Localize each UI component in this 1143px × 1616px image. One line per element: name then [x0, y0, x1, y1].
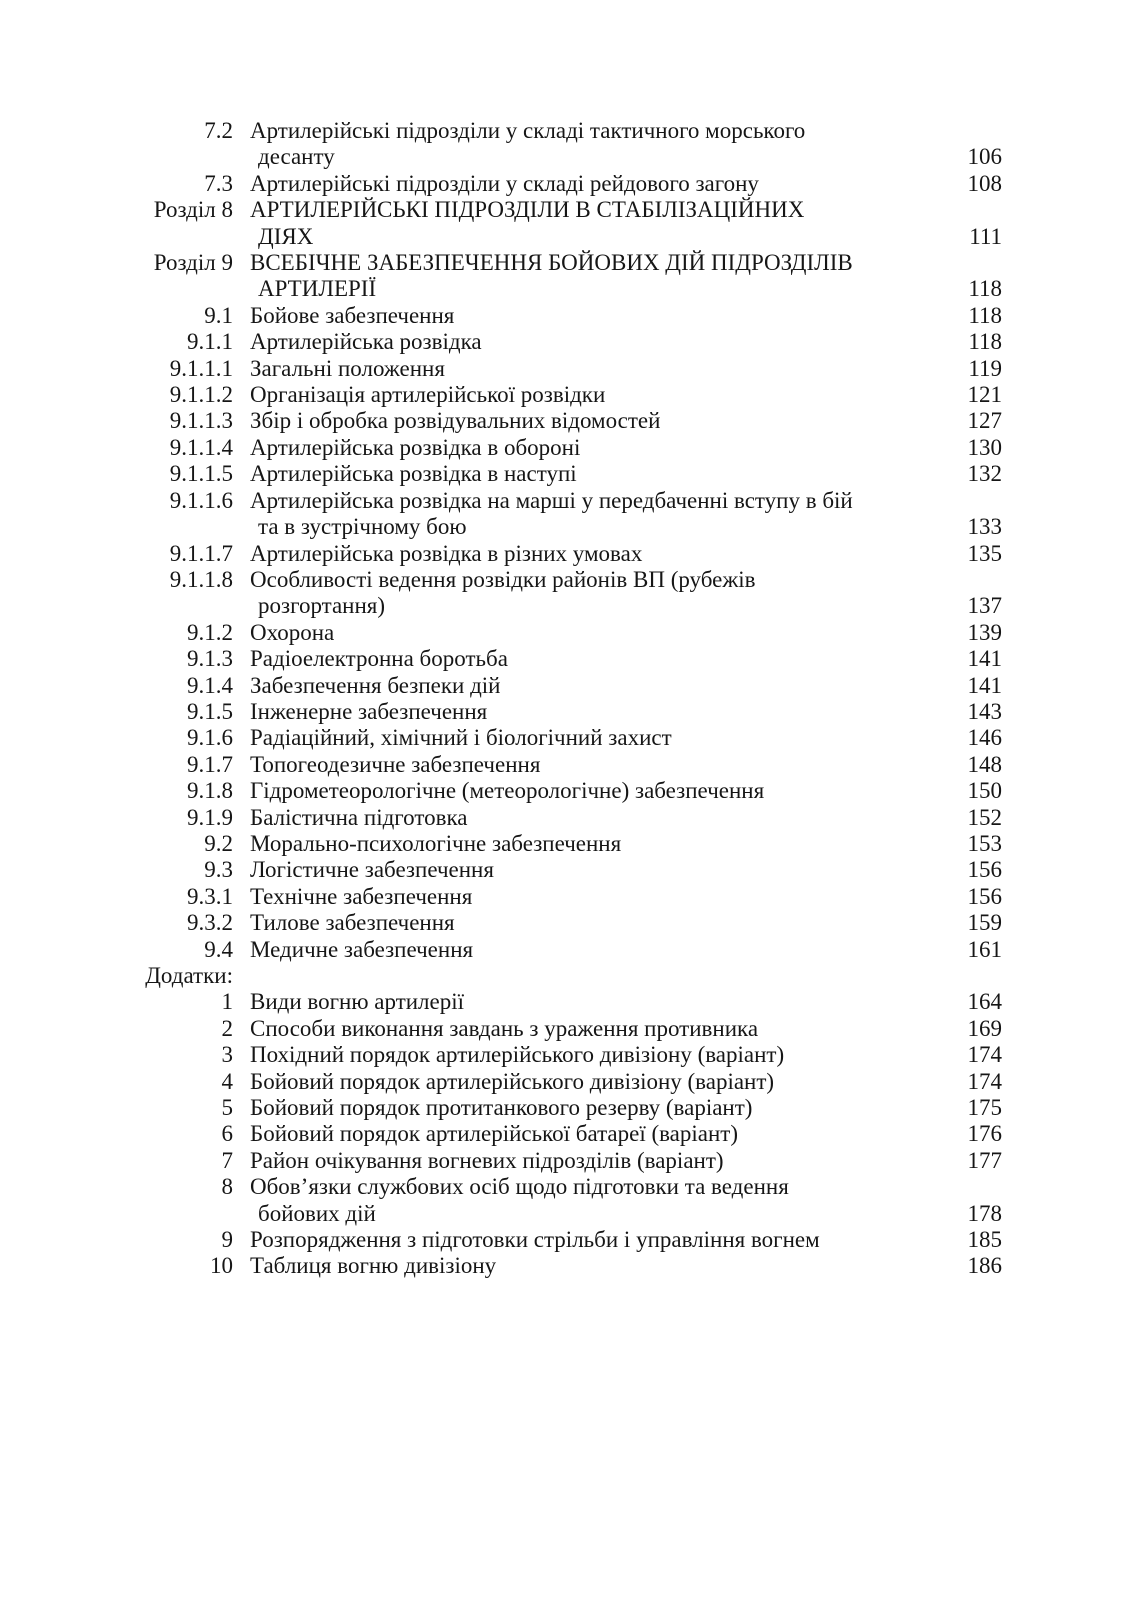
- entry-title-line: Топогеодезичне забезпечення: [250, 751, 541, 777]
- entry-label: 9.1.1.3: [169, 408, 233, 434]
- entry-label: 9.2: [204, 830, 233, 856]
- entry-title: [233, 1121, 948, 1147]
- entry-page-number: 169: [967, 1015, 1002, 1041]
- entry-title-line: Балістична підготовка: [250, 804, 468, 830]
- toc-entry: [120, 171, 1002, 197]
- entry-title-line: Похідний порядок артилерійського дивізіону (варіант): [250, 1042, 785, 1068]
- entry-label: 9.1.2: [187, 619, 233, 645]
- entry-label: 8: [221, 1174, 233, 1200]
- entry-label: 9: [221, 1227, 233, 1253]
- entry-title-line: Інженерне забезпечення: [250, 698, 488, 724]
- entry-page-number: 146: [967, 725, 1002, 751]
- toc-entry: [120, 118, 1002, 171]
- entry-title: [233, 1253, 948, 1279]
- entry-title: [233, 857, 948, 883]
- entry-title: [233, 197, 948, 250]
- toc-entry: [120, 620, 1002, 646]
- entry-title: [233, 778, 948, 804]
- entry-title: [233, 725, 948, 751]
- entry-title-line: ВСЕБІЧНЕ ЗАБЕЗПЕЧЕННЯ БОЙОВИХ ДІЙ ПІДРОЗДІЛІВ: [250, 250, 853, 276]
- entry-title-line: Медичне забезпечення: [250, 936, 474, 962]
- entry-label: 5: [221, 1095, 233, 1121]
- entry-title-line: Особливості ведення розвідки районів ВП (рубежів: [250, 566, 756, 592]
- entry-page-number: 148: [967, 751, 1002, 777]
- entry-title-line: Тилове забезпечення: [250, 910, 455, 936]
- toc-entry: [120, 1253, 1002, 1279]
- entry-title-line: Бойовий порядок протитанкового резерву (варіант): [250, 1095, 753, 1121]
- entry-label: 9.1.5: [187, 698, 233, 724]
- entry-title-line: Радіоелектронна боротьба: [250, 646, 508, 672]
- entry-page-number: 152: [967, 804, 1002, 830]
- toc-entry: [120, 541, 1002, 567]
- toc-entry: [120, 1016, 1002, 1042]
- entry-page-number: 185: [967, 1227, 1002, 1253]
- entry-title-line: Артилерійська розвідка в різних умовах: [250, 540, 643, 566]
- toc-entry: [120, 303, 1002, 329]
- entry-title-line: Радіаційний, хімічний і біологічний захист: [250, 725, 672, 751]
- entry-title-line: Технічне забезпечення: [250, 883, 473, 909]
- toc-entry: [120, 1174, 1002, 1227]
- entry-label: 9.1.1.8: [169, 566, 233, 592]
- entry-label: 7.3: [204, 170, 233, 196]
- toc-entry: [120, 857, 1002, 883]
- entry-label: 7.2: [204, 118, 233, 143]
- toc-entry: [120, 197, 1002, 250]
- toc-entry: [120, 778, 1002, 804]
- entry-title: [233, 699, 948, 725]
- entry-title: [233, 805, 948, 831]
- entry-title: [233, 752, 948, 778]
- toc-entry: [120, 1095, 1002, 1121]
- entry-page-number: 164: [967, 989, 1002, 1015]
- entry-title: [233, 567, 948, 620]
- entry-label: 1: [221, 989, 233, 1015]
- entry-title: [233, 250, 948, 303]
- entry-page-number: 137: [967, 593, 1002, 619]
- entry-title: [233, 1095, 948, 1121]
- toc-entry: [120, 1227, 1002, 1253]
- toc-entry: [120, 699, 1002, 725]
- entry-label: 9.1.9: [187, 804, 233, 830]
- toc-entry: [120, 673, 1002, 699]
- entry-label: Додатки:: [145, 963, 233, 988]
- entry-page-number: 186: [967, 1253, 1002, 1279]
- entry-title-line: Артилерійська розвідка на марші у передбаченні вступу в бій: [250, 487, 853, 513]
- entry-label: 9.1.3: [187, 646, 233, 672]
- entry-title: [233, 329, 948, 355]
- toc-entry: [120, 831, 1002, 857]
- entry-label: 9.1.8: [187, 778, 233, 804]
- entry-title: [233, 303, 948, 329]
- entry-title-line: Артилерійська розвідка в обороні: [250, 434, 581, 460]
- entry-page-number: 174: [967, 1042, 1002, 1068]
- toc-entry: [120, 356, 1002, 382]
- entry-title: [233, 884, 948, 910]
- entry-page-number: 139: [967, 619, 1002, 645]
- entry-page-number: 118: [968, 302, 1002, 328]
- toc-entry: [120, 329, 1002, 355]
- entry-title-line: бойових дій: [258, 1200, 376, 1226]
- entry-label: 9.1: [204, 302, 233, 328]
- entry-page-number: 135: [967, 540, 1002, 566]
- entry-title-line: Охорона: [250, 619, 335, 645]
- entry-page-number: 176: [967, 1121, 1002, 1147]
- entry-title: [233, 1227, 948, 1253]
- entry-page-number: 159: [967, 910, 1002, 936]
- toc-entry: [120, 884, 1002, 910]
- entry-title: [233, 646, 948, 672]
- entry-title-line: Бойове забезпечення: [250, 302, 455, 328]
- toc-entry: [120, 382, 1002, 408]
- toc-group-header: [120, 963, 1002, 989]
- toc-entry: [120, 435, 1002, 461]
- entry-page-number: 141: [967, 646, 1002, 672]
- toc-entry: [120, 1121, 1002, 1147]
- toc-entry: [120, 488, 1002, 541]
- entry-page-number: 121: [967, 382, 1002, 408]
- entry-title: [233, 461, 948, 487]
- entry-label: 10: [210, 1253, 233, 1279]
- entry-title-line: Артилерійська розвідка: [250, 329, 482, 355]
- entry-label: 9.3: [204, 857, 233, 883]
- toc-entry: [120, 1069, 1002, 1095]
- toc-entry: [120, 1148, 1002, 1174]
- entry-title: [233, 937, 948, 963]
- toc-entry: [120, 1042, 1002, 1068]
- entry-label: Розділ 8: [153, 197, 233, 223]
- entry-title: [233, 118, 948, 171]
- entry-title-line: Збір і обробка розвідувальних відомостей: [250, 408, 661, 434]
- entry-label: 9.1.1.1: [169, 355, 233, 381]
- entry-label: 9.1.1.7: [169, 540, 233, 566]
- entry-title-line: Артилерійська розвідка в наступі: [250, 461, 577, 487]
- entry-title: [233, 831, 948, 857]
- entry-title-line: Район очікування вогневих підрозділів (варіант): [250, 1147, 724, 1173]
- toc-entry: [120, 989, 1002, 1015]
- entry-title-line: Артилерійські підрозділи у складі тактичного морського: [250, 118, 806, 143]
- entry-label: 3: [221, 1042, 233, 1068]
- entry-label: 9.1.6: [187, 725, 233, 751]
- entry-page-number: 174: [967, 1068, 1002, 1094]
- entry-page-number: 177: [967, 1147, 1002, 1173]
- table-of-contents: [120, 118, 1002, 1280]
- entry-title: [233, 488, 948, 541]
- entry-title-line: Гідрометеорологічне (метеорологічне) забезпечення: [250, 778, 765, 804]
- entry-label: 9.1.1.5: [169, 461, 233, 487]
- toc-entry: [120, 408, 1002, 434]
- entry-title: [233, 910, 948, 936]
- entry-title-line: розгортання): [258, 593, 386, 619]
- toc-entry: [120, 646, 1002, 672]
- entry-label: 9.1.1: [187, 329, 233, 355]
- entry-label: 6: [221, 1121, 233, 1147]
- entry-title-line: Морально-психологічне забезпечення: [250, 830, 622, 856]
- toc-entry: [120, 725, 1002, 751]
- toc-entry: [120, 937, 1002, 963]
- entry-title-line: та в зустрічному бою: [258, 514, 467, 540]
- toc-entry: [120, 752, 1002, 778]
- entry-title: [233, 620, 948, 646]
- entry-page-number: 111: [969, 223, 1002, 249]
- entry-title-line: Обов’язки службових осіб щодо підготовки та ведення: [250, 1174, 789, 1200]
- entry-label: 4: [221, 1068, 233, 1094]
- entry-title: [233, 1069, 948, 1095]
- entry-page-number: 118: [968, 276, 1002, 302]
- entry-title-line: Логістичне забезпечення: [250, 857, 494, 883]
- entry-title: [233, 382, 948, 408]
- entry-label: 9.3.2: [187, 910, 233, 936]
- entry-page-number: 106: [967, 144, 1002, 170]
- entry-page-number: 178: [967, 1200, 1002, 1226]
- entry-title-line: Бойовий порядок артилерійського дивізіону (варіант): [250, 1068, 775, 1094]
- entry-title-line: АРТИЛЕРІЙСЬКІ ПІДРОЗДІЛИ В СТАБІЛІЗАЦІЙНИХ: [250, 197, 805, 223]
- entry-title: [233, 356, 948, 382]
- entry-page-number: 133: [967, 514, 1002, 540]
- toc-entry: [120, 250, 1002, 303]
- entry-page-number: 108: [967, 170, 1002, 196]
- toc-entry: [120, 461, 1002, 487]
- entry-title: [233, 989, 948, 1015]
- entry-title-line: ДІЯХ: [258, 223, 314, 249]
- entry-title-line: Забезпечення безпеки дій: [250, 672, 501, 698]
- entry-label: 2: [221, 1015, 233, 1041]
- entry-title-line: Таблиця вогню дивізіону: [250, 1253, 497, 1279]
- entry-title: [233, 408, 948, 434]
- entry-title-line: Загальні положення: [250, 355, 445, 381]
- entry-label: 7: [221, 1147, 233, 1173]
- entry-label: 9.4: [204, 936, 233, 962]
- entry-title: [233, 1042, 948, 1068]
- entry-page-number: 150: [967, 778, 1002, 804]
- entry-title: [233, 1016, 948, 1042]
- entry-title-line: АРТИЛЕРІЇ: [258, 276, 377, 302]
- entry-title: [233, 1174, 948, 1227]
- entry-label: 9.1.7: [187, 751, 233, 777]
- entry-page-number: 156: [967, 883, 1002, 909]
- entry-page-number: 141: [967, 672, 1002, 698]
- entry-title-line: Бойовий порядок артилерійської батареї (варіант): [250, 1121, 738, 1147]
- toc-entry: [120, 567, 1002, 620]
- entry-title-line: десанту: [258, 144, 335, 170]
- entry-title: [233, 435, 948, 461]
- entry-page-number: 161: [967, 936, 1002, 962]
- entry-title-line: Види вогню артилерії: [250, 989, 465, 1015]
- entry-label: 9.1.1.4: [169, 434, 233, 460]
- entry-title-line: Артилерійські підрозділи у складі рейдового загону: [250, 170, 759, 196]
- toc-entry: [120, 910, 1002, 936]
- entry-page-number: 153: [967, 830, 1002, 856]
- entry-page-number: 118: [968, 329, 1002, 355]
- entry-title: [233, 541, 948, 567]
- entry-title: [233, 171, 948, 197]
- entry-title: [233, 1148, 948, 1174]
- entry-label: 9.3.1: [187, 883, 233, 909]
- entry-page-number: 175: [967, 1095, 1002, 1121]
- entry-page-number: 127: [967, 408, 1002, 434]
- entry-title-line: Розпорядження з підготовки стрільби і управління вогнем: [250, 1227, 820, 1253]
- entry-label: 9.1.4: [187, 672, 233, 698]
- entry-page-number: 132: [967, 461, 1002, 487]
- entry-title: [233, 673, 948, 699]
- entry-label: 9.1.1.2: [169, 382, 233, 408]
- entry-page-number: 156: [967, 857, 1002, 883]
- entry-label: Розділ 9: [153, 250, 233, 276]
- entry-title-line: Способи виконання завдань з ураження противника: [250, 1015, 759, 1041]
- toc-entry: [120, 805, 1002, 831]
- entry-label: 9.1.1.6: [169, 487, 233, 513]
- entry-page-number: 130: [967, 434, 1002, 460]
- entry-page-number: 143: [967, 698, 1002, 724]
- entry-title-line: Організація артилерійської розвідки: [250, 382, 606, 408]
- entry-page-number: 119: [968, 355, 1002, 381]
